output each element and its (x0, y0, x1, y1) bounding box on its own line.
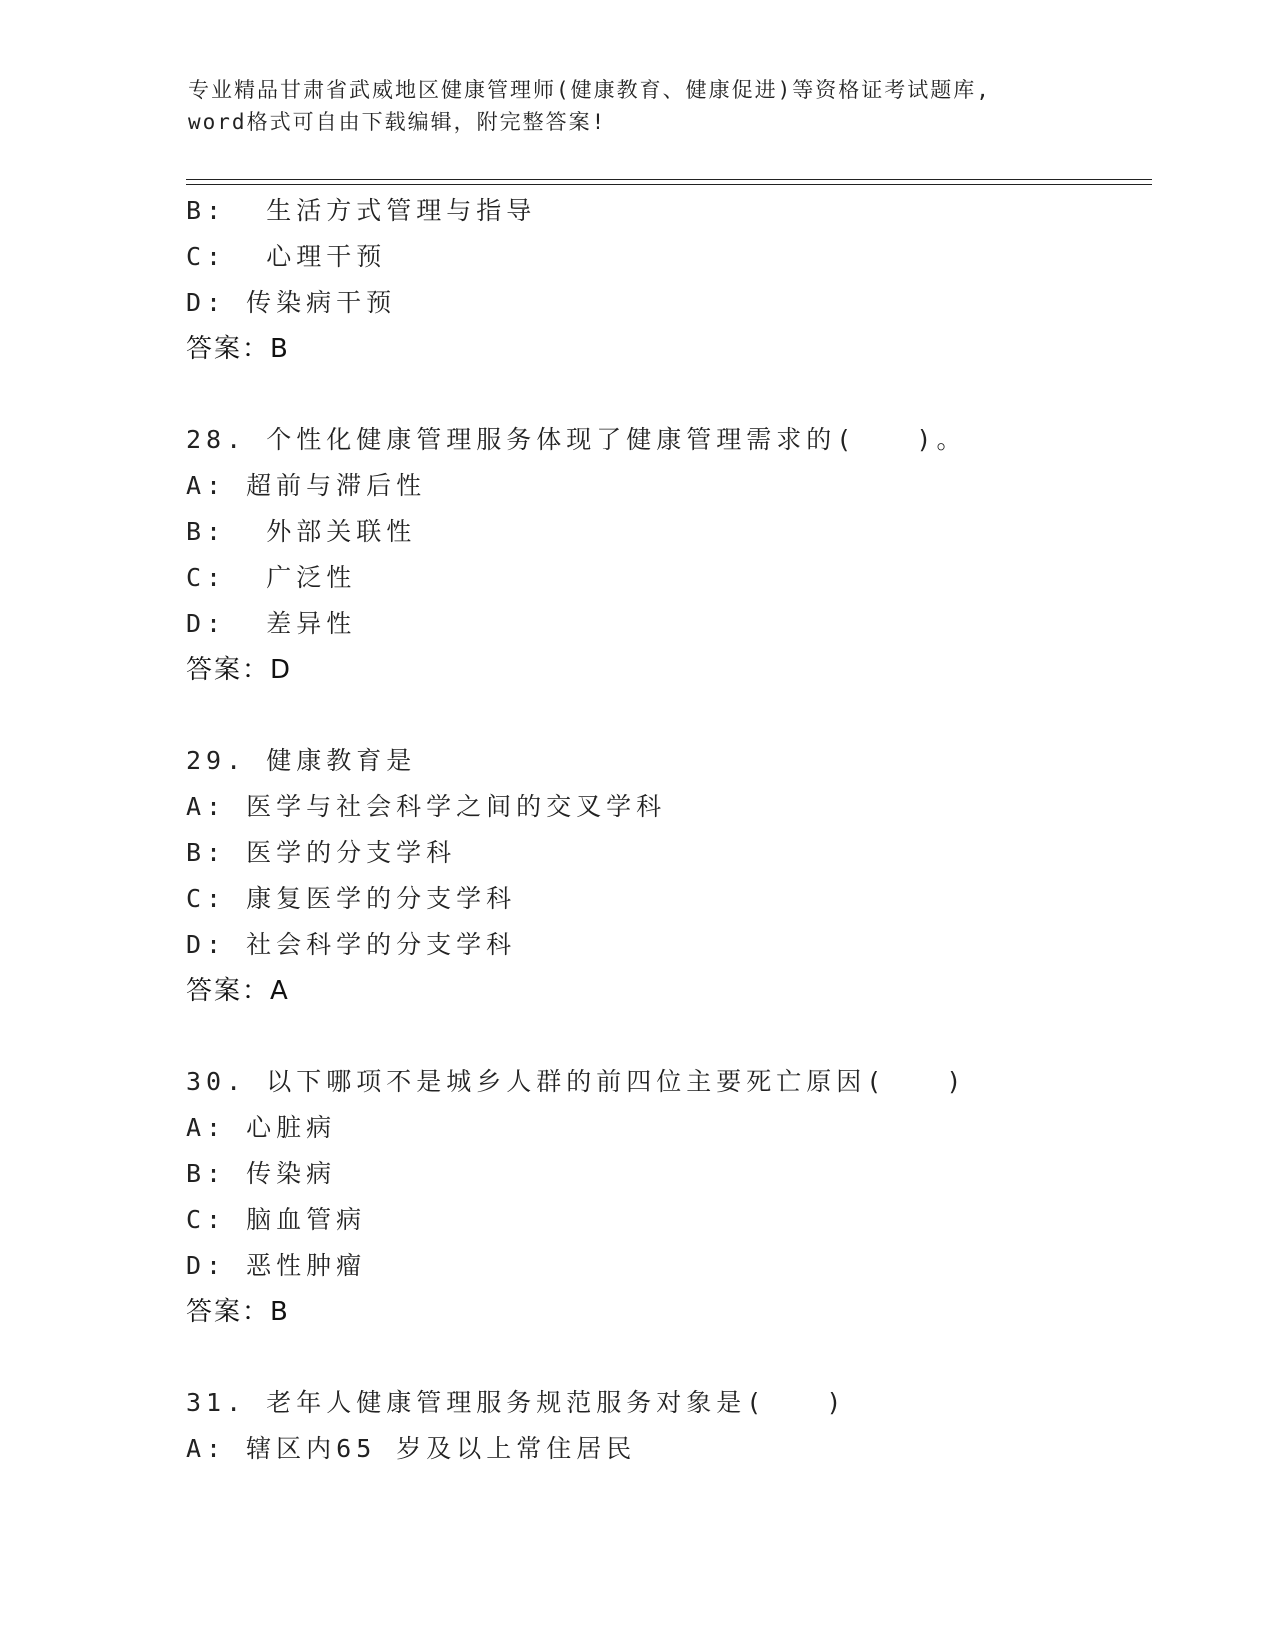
question-28 (186, 417, 1166, 693)
answer-label: 答案：B (186, 1297, 290, 1327)
option-b: B: 医学的分支学科 (186, 838, 457, 867)
question-stem: 28. 个性化健康管理服务体现了健康管理需求的( )。 (186, 425, 967, 454)
question-stem: 30. 以下哪项不是城乡人群的前四位主要死亡原因( ) (186, 1067, 967, 1096)
option-c: C: 脑血管病 (186, 1205, 367, 1234)
header-line-1: 专业精品甘肃省武威地区健康管理师(健康教育、健康促进)等资格证考试题库, (188, 78, 991, 102)
question-30 (186, 1059, 1166, 1335)
header-line-2: word格式可自由下载编辑，附完整答案! (188, 110, 607, 134)
option-b: B: 传染病 (186, 1159, 337, 1188)
option-c: C: 康复医学的分支学科 (186, 884, 517, 913)
option-d: D: 社会科学的分支学科 (186, 930, 517, 959)
option-a: A: 医学与社会科学之间的交叉学科 (186, 792, 667, 821)
option-d: D: 传染病干预 (186, 288, 397, 317)
option-c: C: 心理干预 (186, 242, 387, 271)
question-list (186, 188, 1166, 1472)
question-31 (186, 1380, 1166, 1472)
option-b: B: 外部关联性 (186, 517, 417, 546)
answer-label: 答案：D (186, 655, 293, 685)
question-29 (186, 738, 1166, 1014)
answer-label: 答案：B (186, 334, 290, 364)
option-b: B: 生活方式管理与指导 (186, 196, 537, 225)
header-rule-top (186, 179, 1152, 180)
document-header (188, 74, 1088, 138)
question-27 (186, 188, 1166, 372)
option-a: A: 辖区内65 岁及以上常住居民 (186, 1434, 637, 1463)
question-stem: 31. 老年人健康管理服务规范服务对象是( ) (186, 1388, 847, 1417)
question-stem: 29. 健康教育是 (186, 746, 417, 775)
option-d: D: 恶性肿瘤 (186, 1251, 367, 1280)
header-rule-bottom (186, 184, 1152, 185)
option-c: C: 广泛性 (186, 563, 357, 592)
option-a: A: 超前与滞后性 (186, 471, 427, 500)
option-a: A: 心脏病 (186, 1113, 337, 1142)
option-d: D: 差异性 (186, 609, 357, 638)
answer-label: 答案：A (186, 976, 290, 1006)
